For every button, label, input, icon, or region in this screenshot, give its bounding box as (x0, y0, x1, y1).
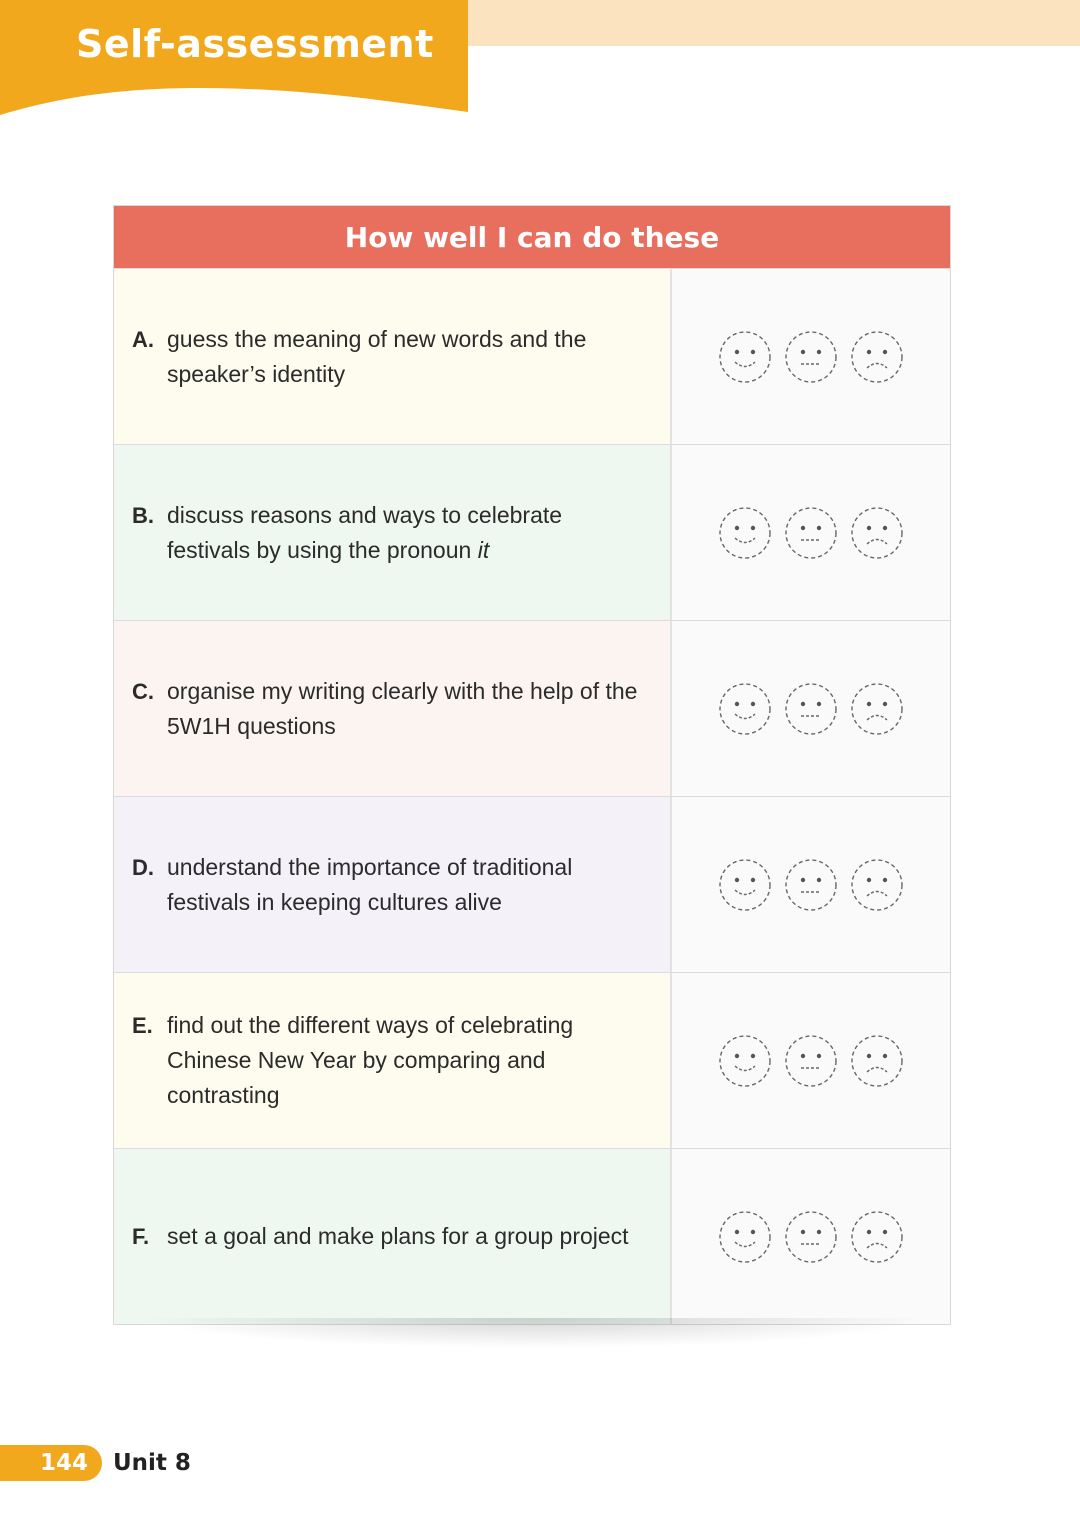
neutral-face-icon[interactable] (783, 857, 839, 913)
statement-cell (114, 973, 672, 1148)
sad-face-icon[interactable] (849, 329, 905, 385)
rating-cell (672, 797, 950, 972)
sad-face-icon[interactable] (849, 681, 905, 737)
sad-face-icon[interactable] (849, 505, 905, 561)
self-assessment-table (113, 205, 951, 1325)
table-row (114, 972, 950, 1148)
item-letter: E. (132, 1013, 153, 1038)
statement-cell (114, 621, 672, 796)
neutral-face-icon[interactable] (783, 681, 839, 737)
title-banner (0, 0, 1080, 120)
item-text: guess the meaning of new words and the speaker’s identity (167, 325, 587, 387)
rating-cell (672, 621, 950, 796)
statement-cell (114, 797, 672, 972)
sad-face-icon[interactable] (849, 857, 905, 913)
happy-face-icon[interactable] (717, 329, 773, 385)
table-header: How well I can do these (114, 206, 950, 268)
table-row (114, 444, 950, 620)
rating-cell (672, 445, 950, 620)
table-row (114, 796, 950, 972)
rating-cell (672, 1149, 950, 1324)
page-title: Self-assessment (76, 22, 434, 66)
statement-cell (114, 1149, 672, 1324)
happy-face-icon[interactable] (717, 857, 773, 913)
item-letter: D. (132, 854, 154, 880)
item-letter: A. (132, 326, 154, 352)
rating-cell (672, 973, 950, 1148)
happy-face-icon[interactable] (717, 1209, 773, 1265)
rating-cell (672, 269, 950, 444)
item-text: understand the importance of traditional festivals in keeping cultures alive (167, 853, 573, 915)
page-number: 144 (0, 1445, 102, 1481)
happy-face-icon[interactable] (717, 1033, 773, 1089)
happy-face-icon[interactable] (717, 681, 773, 737)
neutral-face-icon[interactable] (783, 505, 839, 561)
item-text: find out the different ways of celebrating Chinese New Year by comparing and contrasting (167, 1012, 574, 1108)
item-letter: C. (132, 678, 154, 704)
neutral-face-icon[interactable] (783, 1033, 839, 1089)
item-letter: B. (132, 502, 154, 528)
item-text: organise my writing clearly with the help of the 5W1H questions (167, 677, 638, 739)
neutral-face-icon[interactable] (783, 1209, 839, 1265)
table-shadow (140, 1318, 930, 1348)
happy-face-icon[interactable] (717, 505, 773, 561)
neutral-face-icon[interactable] (783, 329, 839, 385)
table-row (114, 620, 950, 796)
sad-face-icon[interactable] (849, 1209, 905, 1265)
sad-face-icon[interactable] (849, 1033, 905, 1089)
table-row (114, 1148, 950, 1324)
unit-label: Unit 8 (113, 1450, 191, 1476)
item-text: set a goal and make plans for a group project (167, 1223, 629, 1249)
item-text: discuss reasons and ways to celebrate festivals by using the pronoun it (167, 501, 563, 563)
italic-word: it (477, 536, 490, 563)
statement-cell (114, 269, 672, 444)
statement-cell (114, 445, 672, 620)
item-letter: F. (132, 1224, 150, 1249)
table-row (114, 268, 950, 444)
